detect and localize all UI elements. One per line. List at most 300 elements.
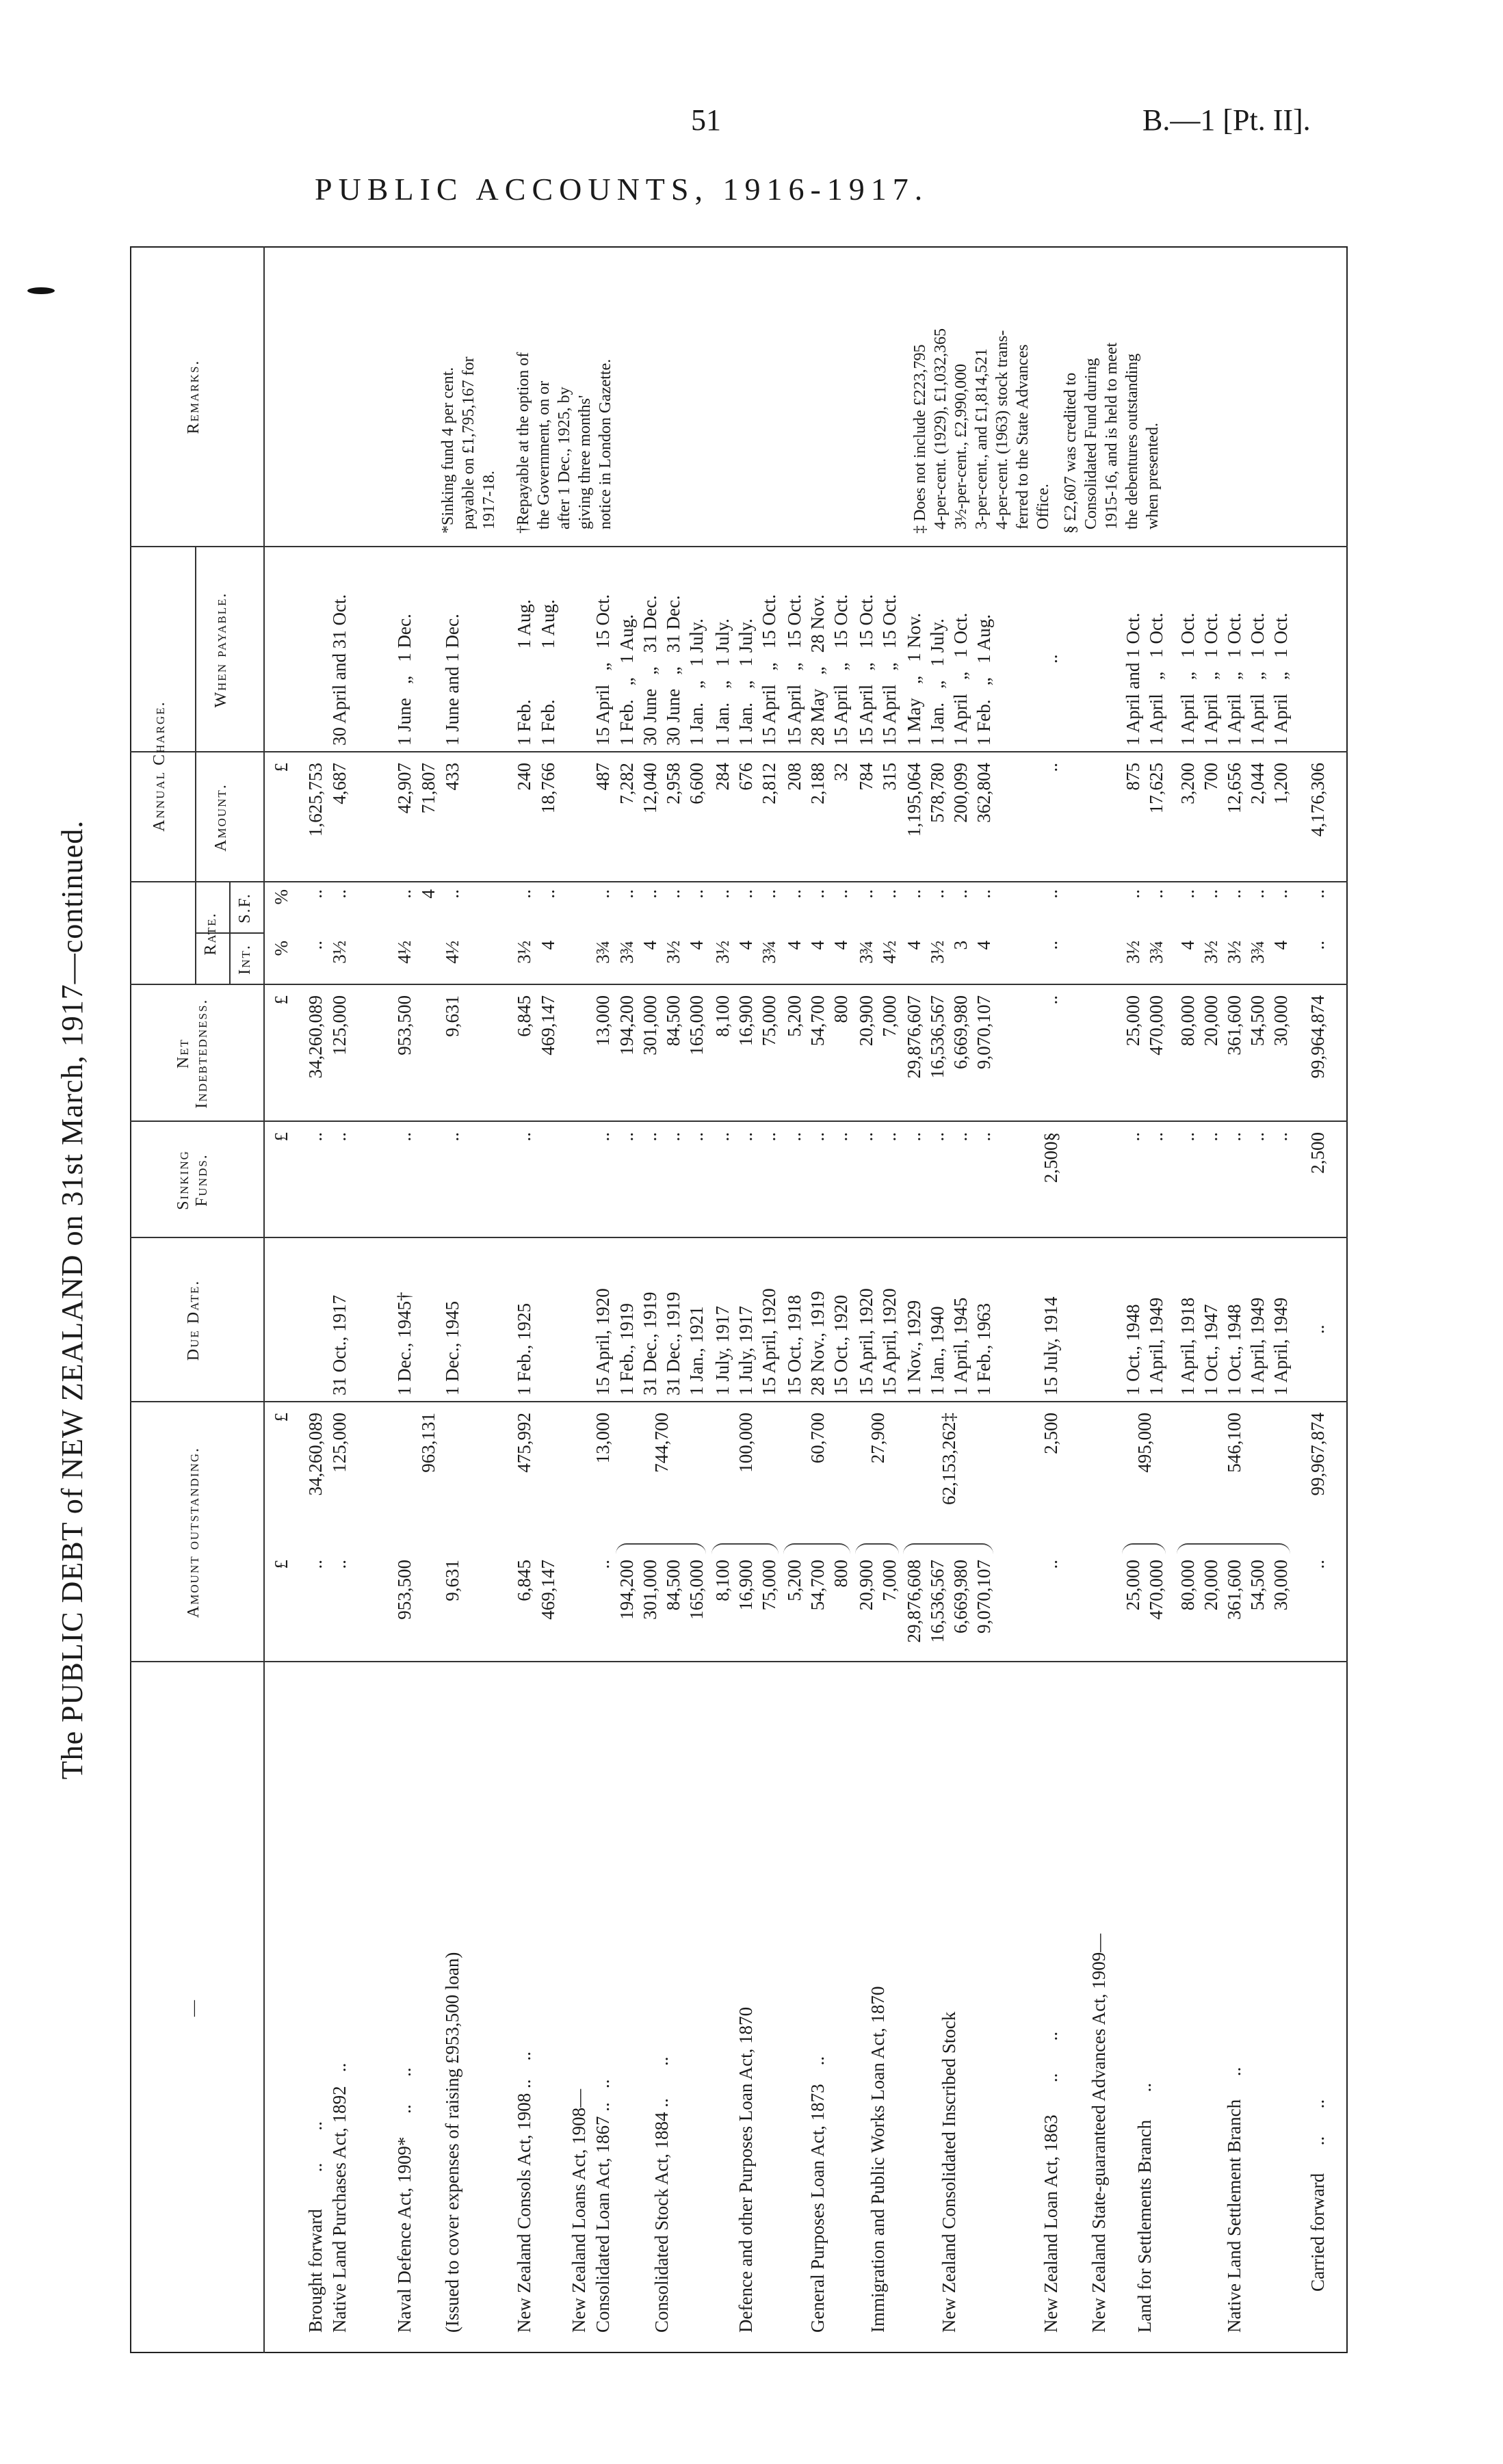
rate-sf: .. (329, 889, 350, 899)
amount-outstanding: .. (592, 1560, 613, 1569)
rate-int: 3¾ (592, 941, 613, 964)
when-payable: 1 Feb. 1 Aug. (538, 599, 558, 746)
sinking-fund: .. (1146, 1132, 1166, 1142)
rate-int: 3½ (1123, 941, 1143, 964)
group-brace (855, 1543, 899, 1554)
col-rule (130, 1401, 1348, 1402)
rate-int: 4 (735, 941, 756, 950)
sinking-fund: .. (904, 1132, 924, 1142)
amount-outstanding: 20,900 (856, 1560, 876, 1611)
sinking-fund: .. (616, 1132, 637, 1142)
unit-pound: £ (271, 995, 291, 1005)
amount-total: 60,700 (807, 1413, 828, 1464)
rate-sf: .. (305, 889, 326, 899)
sinking-fund: .. (950, 1132, 971, 1142)
rate-int: 3½ (712, 941, 733, 964)
net-indebtedness: 80,000 (1177, 995, 1198, 1047)
unit-pound: £ (271, 1132, 291, 1142)
immigration-loan-label: Immigration and Public Works Loan Act, 1870 (867, 1986, 888, 2333)
when-payable: 1 April „ 1 Oct. (1146, 612, 1166, 746)
due-date: 15 April, 1920 (879, 1288, 900, 1395)
annual-amount: 42,907 (394, 763, 415, 814)
net-indebtedness: 7,000 (879, 995, 900, 1037)
when-payable: 1 May „ 1 Nov. (904, 613, 924, 746)
annual-amount: 700 (1201, 763, 1221, 791)
sinking-fund: 2,500§ (1041, 1132, 1061, 1183)
amount-outstanding: .. (1041, 1560, 1061, 1569)
rate-int: 4½ (394, 941, 415, 964)
amount-outstanding: 469,147 (538, 1560, 558, 1620)
when-payable: 15 April „ 15 Oct. (784, 594, 805, 746)
amount-outstanding: 80,000 (1177, 1560, 1198, 1611)
annual-amount: 32 (831, 763, 851, 781)
inscribed-stock-label: New Zealand Consolidated Inscribed Stock (939, 2011, 959, 2333)
amount-outstanding: 301,000 (640, 1560, 660, 1620)
net-indebtedness: 361,600 (1224, 995, 1244, 1056)
due-date: 1 Feb., 1925 (514, 1303, 534, 1395)
when-payable: 1 June „ 1 Dec. (394, 614, 415, 746)
amount-outstanding: 54,500 (1247, 1560, 1268, 1611)
unit-percent: % (271, 941, 291, 956)
rate-sf: .. (1146, 889, 1166, 899)
due-date: 15 Oct., 1920 (831, 1295, 851, 1395)
when-payable: 1 April „ 1 Oct. (1270, 612, 1291, 746)
when-payable: 28 May „ 28 Nov. (807, 594, 828, 746)
when-payable: 1 April „ 1 Oct. (1201, 612, 1221, 746)
col-rule (130, 751, 1348, 752)
group-brace (1177, 1543, 1290, 1554)
annual-amount: 4,687 (329, 763, 350, 804)
row-label: New Zealand Loan Act, 1863 .. .. (1041, 2031, 1061, 2333)
due-date: 31 Dec., 1919 (663, 1292, 683, 1395)
annual-amount: 240 (514, 763, 534, 791)
annual-amount: 315 (879, 763, 900, 791)
amount-total: 495,000 (1134, 1413, 1155, 1473)
annual-amount: 433 (442, 763, 462, 791)
net-indebtedness: 6,845 (514, 995, 534, 1037)
sinking-fund: .. (394, 1132, 415, 1142)
net-indebtedness: 165,000 (686, 995, 707, 1056)
net-indebtedness: 99,964,874 (1307, 995, 1328, 1079)
rate-sf: .. (927, 889, 947, 899)
consolidated-stock-label: Consolidated Stock Act, 1884 .. .. (651, 2056, 672, 2333)
rate-int: 3½ (927, 941, 947, 964)
rate-int: 3½ (329, 941, 350, 964)
annual-amount: 2,958 (663, 763, 683, 804)
amount-outstanding: 9,070,107 (973, 1560, 994, 1634)
due-date: 31 Oct., 1917 (329, 1295, 350, 1395)
header-sinking: Sinking Funds. (174, 1150, 211, 1210)
amount-outstanding: 6,669,980 (950, 1560, 971, 1634)
amount-total: 963,131 (418, 1413, 439, 1473)
rate-int: 3¾ (856, 941, 876, 964)
net-indebtedness: 9,631 (442, 995, 462, 1037)
rate-sf: .. (856, 889, 876, 899)
net-indebtedness: 25,000 (1123, 995, 1143, 1047)
rate-sf: .. (1201, 889, 1221, 899)
when-payable: 15 April „ 15 Oct. (759, 594, 779, 746)
when-payable: 1 April „ 1 Oct. (1247, 612, 1268, 746)
when-payable: 1 April and 1 Oct. (1123, 612, 1143, 746)
rate-int: 4 (784, 941, 805, 950)
sinking-fund: .. (442, 1132, 462, 1142)
row-label: Brought forward .. .. (305, 2121, 326, 2333)
net-indebtedness: 5,200 (784, 995, 805, 1037)
rate-int: 3½ (663, 941, 683, 964)
amount-outstanding: 165,000 (686, 1560, 707, 1620)
when-payable: 15 April „ 15 Oct. (879, 594, 900, 746)
net-indebtedness: 470,000 (1146, 995, 1166, 1056)
sinking-fund: .. (1177, 1132, 1198, 1142)
rate-int: 4½ (442, 941, 462, 964)
sinking-fund: .. (663, 1132, 683, 1142)
due-date: 1 April, 1945 (950, 1297, 971, 1395)
row-label: (Issued to cover expenses of raising £953,500 loan) (442, 1952, 462, 2333)
rate-sf: .. (663, 889, 683, 899)
annual-amount: 1,200 (1270, 763, 1291, 804)
rate-sf: .. (686, 889, 707, 899)
when-payable: 1 June and 1 Dec. (442, 614, 462, 746)
rate-sf: .. (1270, 889, 1291, 899)
sinking-fund: .. (973, 1132, 994, 1142)
header-blank: — (185, 1999, 202, 2017)
rate-int: 4 (538, 941, 558, 950)
when-payable: 1 Jan. „ 1 July. (712, 618, 733, 746)
rate-sf: .. (1177, 889, 1198, 899)
sinking-fund: .. (305, 1132, 326, 1142)
due-date: 1 April, 1949 (1270, 1297, 1291, 1395)
amount-outstanding: 29,876,608 (904, 1560, 924, 1643)
rate-int: 4 (686, 941, 707, 950)
rate-int: 4 (640, 941, 660, 950)
rate-int: .. (1041, 941, 1061, 950)
sinking-fund: .. (329, 1132, 350, 1142)
sinking-fund: .. (514, 1132, 534, 1142)
due-date: 15 April, 1920 (592, 1288, 613, 1395)
when-payable: 15 April „ 15 Oct. (831, 594, 851, 746)
remark-repayable: †Repayable at the option of the Government, on or after 1 Dec., 1925, by giving three months' notice in London Gazette. (514, 352, 614, 534)
amount-total: 27,900 (867, 1413, 888, 1464)
annual-amount: 4,176,306 (1307, 763, 1328, 837)
amount-outstanding: 194,200 (616, 1560, 637, 1620)
debt-table-rotated (55, 246, 1348, 2353)
due-date: 1 Jan., 1940 (927, 1306, 947, 1395)
net-indebtedness: 30,000 (1270, 995, 1291, 1047)
amount-total: 34,260,089 (305, 1413, 326, 1496)
amount-outstanding: 16,536,567 (927, 1560, 947, 1643)
header-when: When payable. (212, 592, 230, 708)
amount-outstanding: 953,500 (394, 1560, 415, 1620)
amount-total: 744,700 (651, 1413, 672, 1473)
amount-outstanding: 8,100 (712, 1560, 733, 1601)
net-indebtedness: 6,669,980 (950, 995, 971, 1069)
group-brace (616, 1543, 706, 1554)
general-purposes-label: General Purposes Loan Act, 1873 .. (807, 2056, 828, 2333)
net-indebtedness: 54,700 (807, 995, 828, 1047)
amount-outstanding: 470,000 (1146, 1560, 1166, 1620)
amount-total: 100,000 (735, 1413, 756, 1473)
when-payable: 1 April „ 1 Oct. (950, 612, 971, 746)
rate-int: 3½ (1201, 941, 1221, 964)
when-payable: 1 April „ 1 Oct. (1177, 612, 1198, 746)
when-payable: 1 Feb. „ 1 Aug. (616, 614, 637, 746)
due-date: 31 Dec., 1919 (640, 1292, 660, 1395)
due-date: 1 Jan., 1921 (686, 1306, 707, 1395)
rate-int: 3½ (514, 941, 534, 964)
when-payable: 15 April „ 15 Oct. (592, 594, 613, 746)
when-payable: 30 June „ 31 Dec. (663, 595, 683, 746)
annual-amount: 284 (712, 763, 733, 791)
net-indebtedness: 469,147 (538, 995, 558, 1056)
due-date: .. (1307, 1324, 1328, 1334)
net-indebtedness: 9,070,107 (973, 995, 994, 1069)
rate-int: .. (1307, 941, 1328, 950)
when-payable: 1 April „ 1 Oct. (1224, 612, 1244, 746)
sinking-fund: .. (592, 1132, 613, 1142)
amount-outstanding: .. (329, 1560, 350, 1569)
net-indebtedness: 13,000 (592, 995, 613, 1047)
annual-amount: 18,766 (538, 763, 558, 814)
net-indebtedness: 953,500 (394, 995, 415, 1056)
rate-sf: .. (784, 889, 805, 899)
unit-pound: £ (271, 1413, 291, 1422)
amount-outstanding: 800 (831, 1560, 851, 1588)
annual-amount: 578,780 (927, 763, 947, 823)
rate-int: 3¾ (759, 941, 779, 964)
group-brace (903, 1543, 993, 1554)
rate-sf: .. (1224, 889, 1244, 899)
sinking-fund: .. (831, 1132, 851, 1142)
due-date: 15 Oct., 1918 (784, 1295, 805, 1395)
sinking-fund: .. (1201, 1132, 1221, 1142)
native-settlement-label: Native Land Settlement Branch .. (1224, 2067, 1244, 2333)
sinking-fund: .. (784, 1132, 805, 1142)
col-rule (130, 546, 1348, 547)
sinking-fund: .. (686, 1132, 707, 1142)
rate-sf: .. (442, 889, 462, 899)
rate-sf: .. (1041, 889, 1061, 899)
rate-sf: .. (735, 889, 756, 899)
due-date: 28 Nov., 1919 (807, 1291, 828, 1395)
net-indebtedness: 8,100 (712, 995, 733, 1037)
rate-int: 4 (973, 941, 994, 950)
sinking-fund: .. (1270, 1132, 1291, 1142)
rate-sf: .. (640, 889, 660, 899)
net-indebtedness: 54,500 (1247, 995, 1268, 1047)
sinking-fund: .. (879, 1132, 900, 1142)
document-reference: B.—1 [Pt. II]. (1142, 103, 1311, 137)
net-indebtedness: 75,000 (759, 995, 779, 1047)
sinking-fund: .. (735, 1132, 756, 1142)
rate-int: 3 (950, 941, 971, 950)
amount-outstanding: 6,845 (514, 1560, 534, 1601)
row-label: New Zealand Loans Act, 1908— (568, 2088, 589, 2333)
header-rate: Rate. (202, 912, 220, 956)
due-date: 1 Feb., 1919 (616, 1303, 637, 1395)
amount-outstanding: 361,600 (1224, 1560, 1244, 1620)
rate-int: 3¾ (1146, 941, 1166, 964)
amount-outstanding: .. (1307, 1560, 1328, 1569)
header-rule (195, 547, 196, 985)
group-brace (1122, 1543, 1166, 1554)
due-date: 1 Oct., 1948 (1224, 1304, 1244, 1395)
rate-int: .. (305, 941, 326, 950)
net-indebtedness: 20,000 (1201, 995, 1221, 1047)
rate-sf: .. (973, 889, 994, 899)
amount-outstanding: .. (305, 1560, 326, 1569)
net-indebtedness: 301,000 (640, 995, 660, 1056)
due-date: 1 Oct., 1948 (1123, 1304, 1143, 1395)
header-amt: Amount. (212, 783, 230, 852)
amount-total: 475,992 (514, 1413, 534, 1473)
annual-amount: 362,804 (973, 763, 994, 823)
annual-amount: 17,625 (1146, 763, 1166, 814)
rate-sf: .. (831, 889, 851, 899)
when-payable: 1 Jan. „ 1 July. (686, 618, 707, 746)
header-rule (229, 882, 231, 985)
row-label: New Zealand Consols Act, 1908 .. .. (514, 2052, 534, 2333)
row-label: Native Land Purchases Act, 1892 .. (329, 2062, 350, 2333)
due-date: 1 July, 1917 (735, 1305, 756, 1395)
amount-outstanding: 5,200 (784, 1560, 805, 1601)
net-indebtedness: 16,536,567 (927, 995, 947, 1079)
rate-sf: .. (759, 889, 779, 899)
rate-sf: .. (1307, 889, 1328, 899)
header-annual: Annual Charge. (151, 700, 168, 832)
carried-forward-label: Carried forward .. .. (1307, 2099, 1328, 2292)
due-date: 1 Dec., 1945† (394, 1292, 415, 1395)
rate-sf: .. (1123, 889, 1143, 899)
annual-amount: 3,200 (1177, 763, 1198, 804)
annual-amount: 784 (856, 763, 876, 791)
due-date: 15 July, 1914 (1041, 1296, 1061, 1395)
group-brace (711, 1543, 779, 1554)
net-indebtedness: 800 (831, 995, 851, 1023)
when-payable: 30 June „ 31 Dec. (640, 595, 660, 746)
rate-sf: .. (950, 889, 971, 899)
sinking-fund: 2,500 (1307, 1132, 1328, 1174)
row-label: Naval Defence Act, 1909* .. .. (394, 2067, 415, 2333)
sinking-fund: .. (807, 1132, 828, 1142)
net-indebtedness: 125,000 (329, 995, 350, 1056)
rate-int: 4 (1270, 941, 1291, 950)
annual-amount: 1,195,064 (904, 763, 924, 837)
amount-outstanding: 30,000 (1270, 1560, 1291, 1611)
sinking-fund: .. (759, 1132, 779, 1142)
amount-outstanding: 9,631 (442, 1560, 462, 1601)
rate-int: 4 (904, 941, 924, 950)
header-due: Due Date. (185, 1279, 202, 1361)
header-int: Int. (236, 944, 254, 975)
rate-sf: .. (1247, 889, 1268, 899)
remark-sinking-fund: *Sinking fund 4 per cent. payable on £1,795,167 for 1917-18. (439, 356, 498, 534)
amount-outstanding: 16,900 (735, 1560, 756, 1611)
sinking-fund: .. (1123, 1132, 1143, 1142)
annual-amount: 676 (735, 763, 756, 791)
unit-percent: % (271, 889, 291, 905)
due-date: 1 July, 1917 (712, 1305, 733, 1395)
annual-amount: 2,812 (759, 763, 779, 804)
rate-int: 4½ (879, 941, 900, 964)
annual-amount: 71,807 (418, 763, 439, 814)
table-caption: The PUBLIC DEBT of NEW ZEALAND on 31st March, 1917—continued. (55, 820, 89, 1780)
unit-pound: £ (271, 763, 291, 772)
amount-outstanding: 54,700 (807, 1560, 828, 1611)
section-label: New Zealand State-guaranteed Advances Act, 1909— (1088, 1933, 1109, 2333)
sinking-fund: .. (1247, 1132, 1268, 1142)
amount-total: 546,100 (1224, 1413, 1244, 1473)
group-brace (783, 1543, 850, 1554)
rate-sf: 4 (418, 889, 439, 899)
header-remarks: Remarks. (185, 359, 202, 434)
amount-total: 13,000 (592, 1413, 613, 1464)
when-payable: 1 Jan. „ 1 July. (927, 618, 947, 746)
header-net: Net Indebtedness. (174, 998, 211, 1109)
net-indebtedness: 84,500 (663, 995, 683, 1047)
net-indebtedness: .. (1041, 995, 1061, 1005)
remark-credited: § £2,607 was credited to Consolidated Fund during 1915-16, and is held to meet the debentures outstanding when presented. (1062, 342, 1162, 534)
when-payable: 30 April and 31 Oct. (329, 594, 350, 746)
annual-amount: 12,656 (1224, 763, 1244, 814)
annual-amount: 2,044 (1247, 763, 1268, 804)
amount-total: 99,967,874 (1307, 1413, 1328, 1496)
when-payable: 1 Jan. „ 1 July. (735, 618, 756, 746)
settlements-branch-label: Land for Settlements Branch .. (1134, 2082, 1155, 2333)
sinking-fund: .. (856, 1132, 876, 1142)
amount-outstanding: 25,000 (1123, 1560, 1143, 1611)
due-date: 1 Dec., 1945 (442, 1301, 462, 1395)
amount-total: 2,500 (1041, 1413, 1061, 1454)
sinking-fund: .. (712, 1132, 733, 1142)
page-number: 51 (691, 103, 721, 137)
sinking-fund: .. (927, 1132, 947, 1142)
annual-amount: .. (1041, 763, 1061, 772)
rate-sf: .. (514, 889, 534, 899)
rate-sf: .. (592, 889, 613, 899)
rate-int: 3½ (1224, 941, 1244, 964)
due-date: 15 April, 1920 (856, 1288, 876, 1395)
sinking-fund: .. (1224, 1132, 1244, 1142)
due-date: 1 April, 1949 (1247, 1297, 1268, 1395)
annual-amount: 7,282 (616, 763, 637, 804)
amount-outstanding: 20,000 (1201, 1560, 1221, 1611)
annual-amount: 12,040 (640, 763, 660, 814)
net-indebtedness: 194,200 (616, 995, 637, 1056)
rate-sf: .. (712, 889, 733, 899)
amount-outstanding: 84,500 (663, 1560, 683, 1611)
net-indebtedness: 29,876,607 (904, 995, 924, 1079)
amount-total: 125,000 (329, 1413, 350, 1473)
header-rule (263, 246, 265, 2353)
due-date: 1 Oct., 1947 (1201, 1304, 1221, 1395)
annual-amount: 487 (592, 763, 613, 791)
when-payable: 1 Feb. „ 1 Aug. (973, 614, 994, 746)
page-title: PUBLIC ACCOUNTS, 1916-1917. (315, 172, 929, 207)
rate-sf: .. (904, 889, 924, 899)
due-date: 1 Nov., 1929 (904, 1300, 924, 1395)
header-amount: Amount outstanding. (185, 1446, 202, 1618)
annual-amount: 875 (1123, 763, 1143, 791)
defence-loan-label: Defence and other Purposes Loan Act, 1870 (735, 2006, 756, 2333)
when-payable: .. (1041, 654, 1061, 664)
unit-pound: £ (271, 1560, 291, 1569)
rate-sf: .. (538, 889, 558, 899)
due-date: 1 April, 1918 (1177, 1297, 1198, 1395)
remark-does-not-include: ‡ Does not include £223,795 4-per-cent. (1929), £1,032,365 3½-per-cent., £2,990,000 3-per-cent., and £1,814,521 4-per-cent. (1963) stock trans- ferred to the State Advances Office. (911, 328, 1052, 534)
annual-amount: 1,625,753 (305, 763, 326, 837)
rate-int: 4 (831, 941, 851, 950)
amount-total: 62,153,262‡ (939, 1413, 959, 1505)
